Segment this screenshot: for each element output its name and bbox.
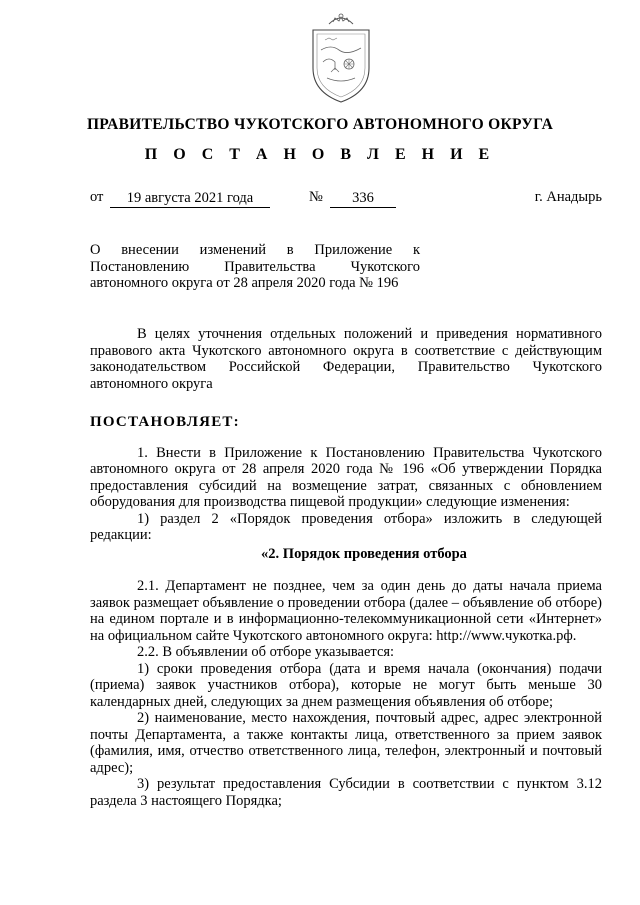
list-item: 2) наименование, место нахождения, почтовый адрес, адрес электронной почты Департамента, а также контакты лица, ответственного за прием заявок (фамилия, имя, отчество ответственного лица, телефон, электронный и почтовый адрес); <box>90 710 602 776</box>
document-subject: О внесении изменений в Приложение к Постановлению Правительства Чукотского автономного округа от 28 апреля 2020 года № 196 <box>90 242 420 291</box>
paragraph-2-2: 2.2. В объявлении об отборе указывается: <box>137 644 395 660</box>
paragraph-1-item-1: 1) раздел 2 «Порядок проведения отбора» изложить в следующей редакции: <box>90 510 602 543</box>
list-item: 3) результат предоставления Субсидии в соответствии с пунктом 3.12 раздела 3 настоящего Порядка; <box>90 776 602 809</box>
document-city: г. Анадырь <box>534 189 602 205</box>
document-meta <box>90 189 602 209</box>
document-number: 336 <box>330 189 396 208</box>
government-title: ПРАВИТЕЛЬСТВО ЧУКОТСКОГО АВТОНОМНОГО ОКРУГА <box>86 116 554 133</box>
preamble: В целях уточнения отдельных положений и приведения нормативного правового акта Чукотского автономного округа в соответствие с действующим законодательством Российской Федерации, Правительство Чукотского автономного округа <box>90 326 602 392</box>
document-type: П О С Т А Н О В Л Е Н И Е <box>144 146 496 163</box>
document-body <box>90 326 602 809</box>
number-label: № <box>309 189 323 205</box>
section-heading: «2. Порядок проведения отбора <box>261 545 467 562</box>
list-item: 1) сроки проведения отбора (дата и время начала (окончания) подачи (приема) заявок участников отбора), которые не могут быть меньше 30 календарных дней, следующих за днем размещения объявления об отборе; <box>90 660 602 710</box>
date-prefix: от <box>90 189 104 205</box>
resolve-heading: ПОСТАНОВЛЯЕТ: <box>90 414 240 430</box>
document-date: 19 августа 2021 года <box>110 189 270 208</box>
coat-of-arms-icon <box>299 10 383 110</box>
paragraph-1: 1. Внести в Приложение к Постановлению Правительства Чукотского автономного округа от 28 апреля 2020 года № 196 «Об утверждении Порядка предоставления субсидий на возмещение затрат, связанных с обновлением оборудования для производства пищевой продукции» следующие изменения: <box>90 444 602 510</box>
paragraph-2-1: 2.1. Департамент не позднее, чем за один день до даты начала приема заявок размещает объявление о проведении отбора (далее – объявление об отборе) на едином портале и в информационно-телекоммуникационной сети «Интернет» на официальном сайте Чукотского автономного округа: http://www.чукотка.рф. <box>90 578 602 644</box>
